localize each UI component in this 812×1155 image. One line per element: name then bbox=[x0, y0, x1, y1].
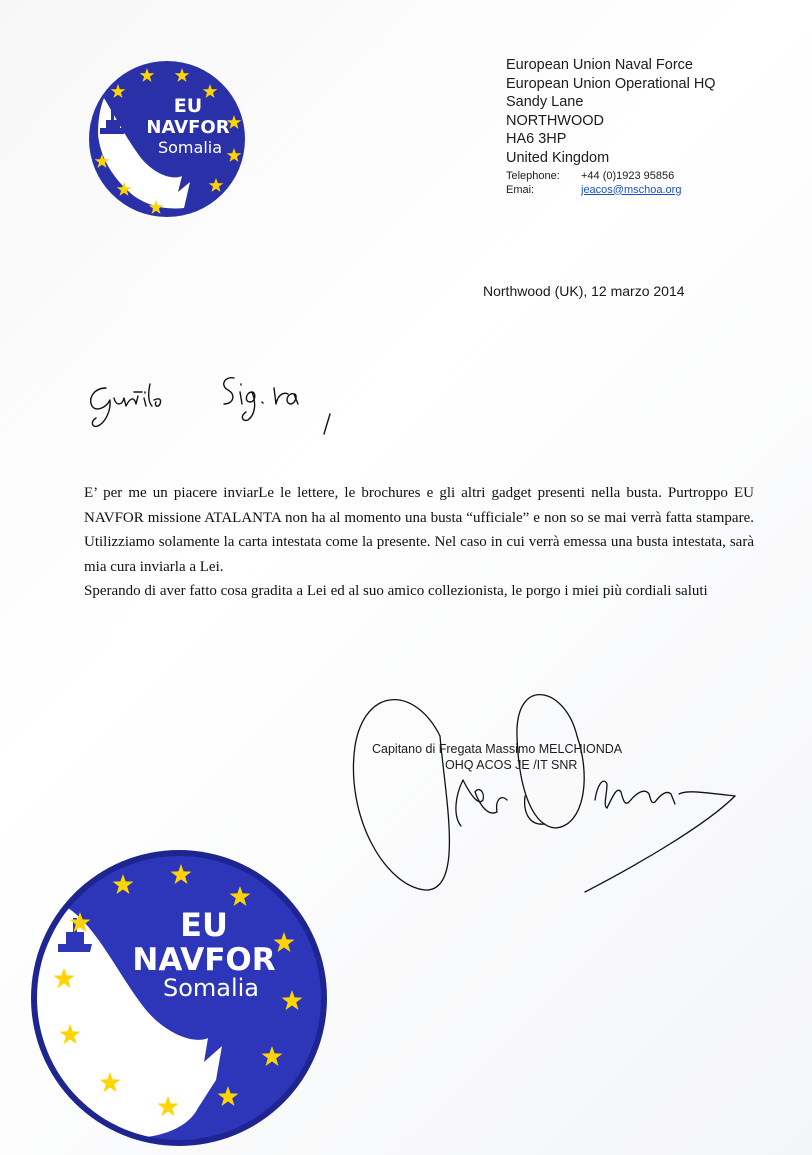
patch-text-somalia: Somalia bbox=[162, 974, 260, 1002]
signatory-name: Capitano di Fregata Massimo MELCHIONDA bbox=[372, 742, 623, 756]
letter-body bbox=[84, 481, 754, 604]
patch-text-eu: EU bbox=[180, 906, 228, 944]
eu-navfor-patch-icon bbox=[28, 848, 330, 1148]
logo-text-navfor: NAVFOR bbox=[146, 117, 230, 138]
address-line-6: United Kingdom bbox=[506, 149, 610, 166]
address-line-4: NORTHWOOD bbox=[506, 112, 605, 129]
contact-block bbox=[506, 169, 716, 197]
signatory-role: OHQ ACOS JE /IT SNR bbox=[445, 758, 578, 772]
address-line-2: European Union Operational HQ bbox=[506, 75, 716, 92]
handwritten-signature bbox=[345, 676, 745, 896]
body-paragraph-1: E’ per me un piacere inviarLe le lettere, le brochures e gli altri gadget presenti nella busta. Purtroppo EU NAVFOR missione ATALANTA non ha al momento una busta “ufficiale” e non so se mai verrà fatta stampare. Utilizziamo solamente la carta intestata come la presente. Nel caso in cui verrà emessa una busta intestata, sarà mia cura inviarla a Lei. bbox=[84, 485, 754, 575]
telephone-label: Telephone: bbox=[506, 169, 560, 182]
email-row bbox=[506, 183, 716, 197]
letter-date: Northwood (UK), 12 marzo 2014 bbox=[483, 283, 685, 299]
signatory-block bbox=[372, 741, 622, 773]
logo-text-somalia: Somalia bbox=[157, 138, 223, 157]
address-line-1: European Union Naval Force bbox=[506, 57, 693, 73]
patch-text-navfor: NAVFOR bbox=[132, 942, 276, 978]
address-line-5: HA6 3HP bbox=[506, 131, 567, 148]
logo-text-eu: EU bbox=[173, 95, 203, 117]
email-label: Emai: bbox=[506, 183, 535, 196]
telephone-value: +44 (0)1923 95856 bbox=[581, 169, 675, 182]
email-link[interactable]: jeacos@mschoa.org bbox=[581, 183, 682, 196]
sender-address bbox=[506, 56, 716, 197]
address-line-3: Sandy Lane bbox=[506, 94, 584, 111]
telephone-row bbox=[506, 169, 716, 183]
body-paragraph-2: Sperando di aver fatto cosa gradita a Lei ed al suo amico collezionista, le porgo i miei più cordiali saluti bbox=[84, 583, 708, 600]
handwritten-salutation bbox=[84, 362, 374, 444]
eu-navfor-logo-icon bbox=[86, 58, 248, 220]
